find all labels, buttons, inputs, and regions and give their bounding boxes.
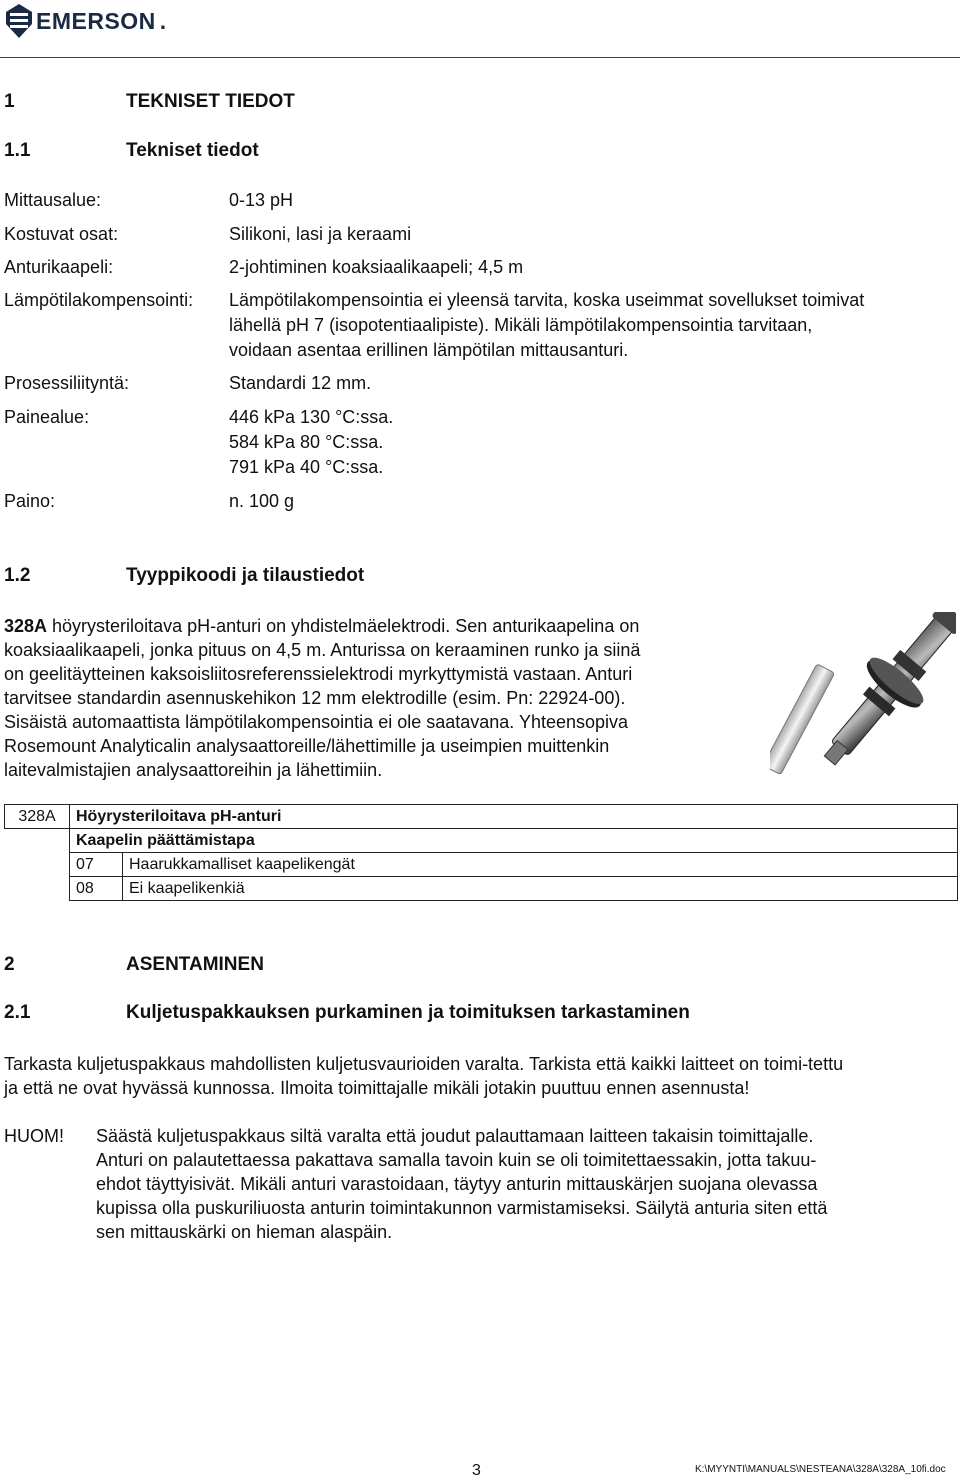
option-code-cell: 08 bbox=[70, 877, 123, 901]
logo-dot: . bbox=[159, 7, 167, 34]
note-line-3: ehdot täyttyisivät. Mikäli anturi varastoidaan, täytyy anturin mittauskärjen suojana olevassa bbox=[96, 1174, 818, 1194]
logo-text: EMERSON bbox=[36, 7, 156, 34]
description-line-5: Sisäistä automaattista lämpötilakompensointia ei ole saatavana. Yhteensopiva bbox=[4, 712, 629, 732]
spec-label-cable: Anturikaapeli: bbox=[4, 257, 114, 277]
section-title: ASENTAMINEN bbox=[126, 954, 264, 975]
section-title: Kuljetuspakkauksen purkaminen ja toimituksen tarkastaminen bbox=[126, 1002, 690, 1023]
section-1-2-heading bbox=[4, 565, 364, 587]
option-code-cell: 07 bbox=[70, 853, 123, 877]
spec-value-pressure-2: 584 kPa 80 °C:ssa. bbox=[229, 432, 384, 452]
note-line-4: kupissa olla puskuriliuosta anturin toimintakunnon varmistamiseksi. Säilytä anturia siten että bbox=[96, 1198, 828, 1218]
spacer-cell bbox=[5, 877, 70, 901]
spec-value-tempcomp-1: Lämpötilakompensointia ei yleensä tarvita, koska useimmat sovellukset toimivat bbox=[229, 290, 865, 310]
group-heading-cell: Kaapelin päättämistapa bbox=[70, 829, 958, 853]
description-line-7: laitevalmistajien analysaattoreihin ja lähettimiin. bbox=[4, 760, 383, 780]
spec-value-tempcomp-3: voidaan asentaa erillinen lämpötilan mittausanturi. bbox=[229, 340, 629, 360]
section-number: 2 bbox=[4, 954, 15, 975]
page-number: 3 bbox=[472, 1462, 481, 1479]
spec-value-process: Standardi 12 mm. bbox=[229, 373, 372, 393]
spec-value-tempcomp-2: lähellä pH 7 (isopotentiaalipiste). Mikäli lämpötilakompensointia tarvitaan, bbox=[229, 315, 813, 335]
note-line-1: Säästä kuljetuspakkaus siltä varalta että joudut palauttamaan laitteen takaisin toimittajalle. bbox=[96, 1126, 814, 1146]
description-line-2: koaksiaalikaapeli, jonka pituus on 4,5 m. Anturissa on keraaminen runko ja siinä bbox=[4, 640, 641, 660]
model-description-cell: Höyrysteriloitava pH-anturi bbox=[70, 805, 958, 829]
note-line-2: Anturi on palautettaessa pakattava samalla tavoin kuin se oli toimitettaessakin, jotta takuu- bbox=[96, 1150, 817, 1170]
model-code-cell: 328A bbox=[5, 805, 70, 829]
section-title: Tyyppikoodi ja tilaustiedot bbox=[126, 565, 365, 586]
spacer-cell bbox=[5, 853, 70, 877]
emerson-logo bbox=[6, 4, 167, 38]
option-description-cell: Haarukkamalliset kaapelikengät bbox=[123, 853, 958, 877]
paragraph-line-1: Tarkasta kuljetuspakkaus mahdollisten kuljetusvaurioiden varalta. Tarkista että kaikki laitteet on toimi-tettu bbox=[4, 1054, 844, 1074]
description-line-4: tarvitsee standardin asennuskehikon 12 mm elektrodille (esim. Pn: 22924-00). bbox=[4, 688, 626, 708]
description-text: höyrysteriloitava pH-anturi on yhdistelmäelektrodi. Sen anturikaapelina on bbox=[47, 616, 640, 636]
spec-value-wetted: Silikoni, lasi ja keraami bbox=[229, 224, 412, 244]
note-line-5: sen mittauskärki on hieman alaspäin. bbox=[96, 1222, 393, 1242]
note-label: HUOM! bbox=[4, 1126, 64, 1146]
section-number: 1.2 bbox=[4, 565, 31, 586]
section-title: TEKNISET TIEDOT bbox=[126, 91, 295, 112]
spec-value-range: 0-13 pH bbox=[229, 190, 294, 210]
section-number: 1.1 bbox=[4, 140, 31, 161]
section-2-heading bbox=[4, 954, 264, 976]
option-description-cell: Ei kaapelikenkiä bbox=[123, 877, 958, 901]
spec-label-pressure: Painealue: bbox=[4, 407, 90, 427]
section-2-1-heading bbox=[4, 1002, 690, 1024]
spec-value-pressure-3: 791 kPa 40 °C:ssa. bbox=[229, 457, 384, 477]
header-rule bbox=[0, 57, 960, 58]
model-code: 328A bbox=[4, 616, 48, 636]
file-path: K:\MYYNTI\MANUALS\NESTEANA\328A\328A_10fi.doc bbox=[695, 1464, 946, 1475]
section-title: Tekniset tiedot bbox=[126, 140, 259, 161]
emerson-mark-icon bbox=[6, 4, 32, 38]
description-line-1 bbox=[4, 614, 639, 638]
spec-value-cable: 2-johtiminen koaksiaalikaapeli; 4,5 m bbox=[229, 257, 524, 277]
sensor-photo bbox=[770, 612, 956, 780]
section-number: 1 bbox=[4, 91, 15, 112]
description-line-3: on geelitäytteinen kaksoisliitosreferenssielektrodi myrkyttymistä vastaan. Anturi bbox=[4, 664, 633, 684]
spec-value-weight: n. 100 g bbox=[229, 491, 295, 511]
spec-label-tempcomp: Lämpötilakompensointi: bbox=[4, 290, 194, 310]
spec-label-range: Mittausalue: bbox=[4, 190, 102, 210]
section-1-1-heading bbox=[4, 140, 259, 162]
table-row bbox=[5, 877, 958, 901]
section-number: 2.1 bbox=[4, 1002, 31, 1023]
table-row bbox=[5, 829, 958, 853]
spec-label-wetted: Kostuvat osat: bbox=[4, 224, 119, 244]
description-line-6: Rosemount Analyticalin analysaattoreille/lähettimille ja useimpien muittenkin bbox=[4, 736, 610, 756]
table-row bbox=[5, 805, 958, 829]
section-1-heading bbox=[4, 91, 295, 113]
spacer-cell bbox=[5, 829, 70, 853]
table-row bbox=[5, 853, 958, 877]
spec-value-pressure-1: 446 kPa 130 °C:ssa. bbox=[229, 407, 394, 427]
paragraph-line-2: ja että ne ovat hyvässä kunnossa. Ilmoita toimittajalle mikäli jotakin puuttuu ennen asennusta! bbox=[4, 1078, 750, 1098]
ordering-code-table bbox=[4, 804, 958, 901]
spec-label-process: Prosessiliityntä: bbox=[4, 373, 130, 393]
spec-label-weight: Paino: bbox=[4, 491, 56, 511]
